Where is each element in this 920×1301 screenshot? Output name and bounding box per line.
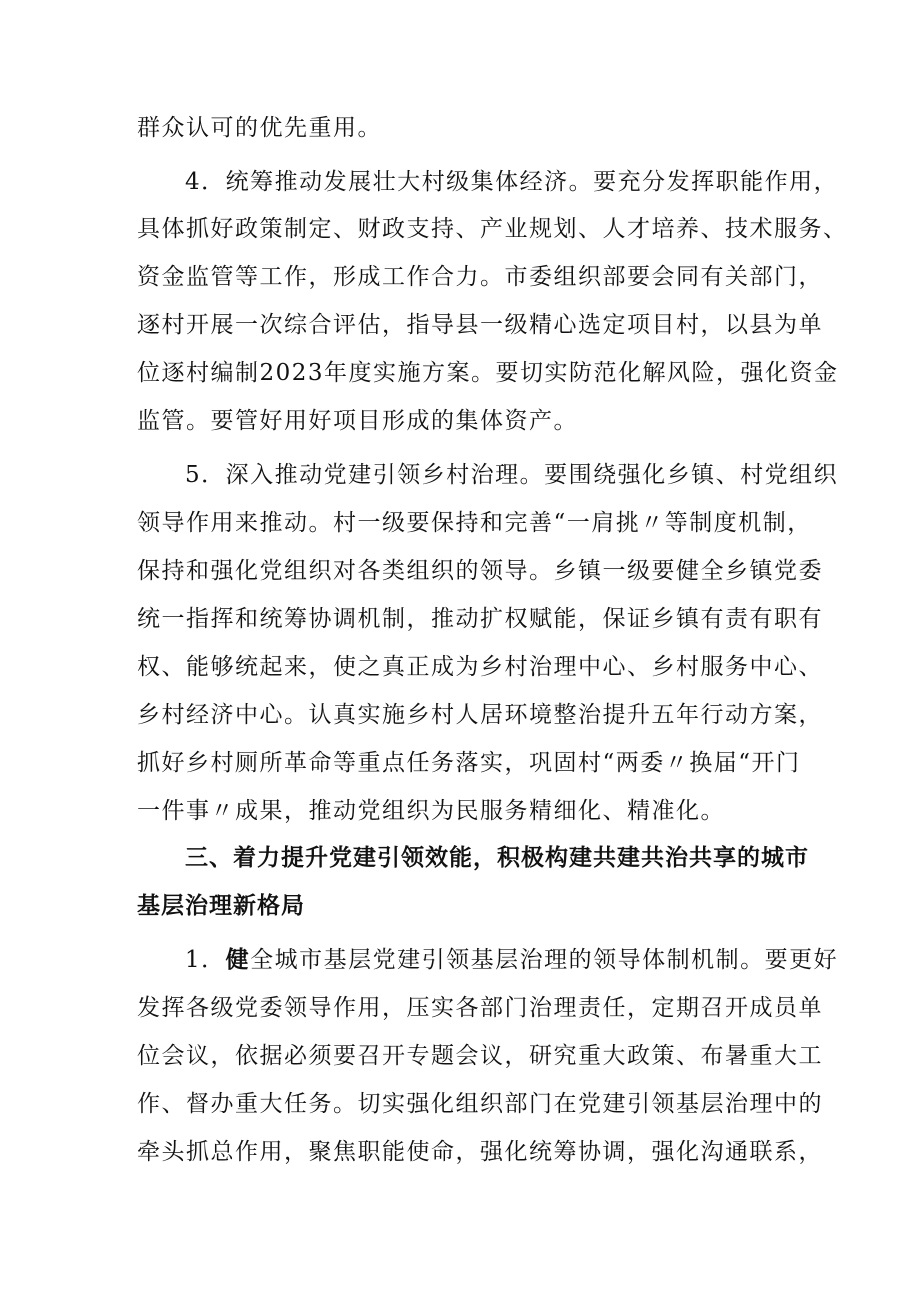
paragraph-line: 作、督办重大任务。切实强化组织部门在党建引领基层治理中的 — [137, 1091, 823, 1117]
paragraph-line: 位会议，依据必须要召开专题会议，研究重大政策、布暑重大工 — [137, 1043, 823, 1069]
paragraph-line: 监管。要管好用好项目形成的集体资产。 — [137, 408, 578, 434]
paragraph-line: 发挥各级党委领导作用，压实各部门治理责任，定期召开成员单 — [137, 995, 823, 1021]
paragraph-line: 一件事〃成果，推动党组织为民服务精细化、精准化。 — [137, 798, 725, 824]
paragraph-line: 资金监管等工作，形成工作合力。市委组织部要会同有关部门， — [137, 264, 823, 290]
paragraph-line: 牵头抓总作用，聚焦职能使命，强化统筹协调，强化沟通联系， — [137, 1139, 823, 1165]
paragraph-line: 抓好乡村厕所革命等重点任务落实，巩固村“两委〃换届“开门 — [137, 750, 801, 776]
paragraph-line: 权、能够统起来，使之真正成为乡村治理中心、乡村服务中心、 — [137, 654, 823, 680]
item-number: 1． — [185, 947, 226, 973]
paragraph-line — [185, 945, 838, 975]
item-text: 全城市基层党建引领基层治理的领导体制机制。要更好 — [250, 947, 839, 973]
paragraph-line: 领导作用来推动。村一级要保持和完善“一肩挑〃等制度机制， — [137, 510, 812, 536]
section-heading: 基层治理新格局 — [137, 892, 305, 919]
paragraph-line: 统一指挥和统筹协调机制，推动扩权赋能，保证乡镇有责有职有 — [137, 606, 823, 632]
paragraph-line: 4．统筹推动发展壮大村级集体经济。要充分发挥职能作用， — [185, 169, 839, 195]
bold-lead-char: 健 — [225, 946, 251, 973]
section-heading: 三、着力提升党建引领效能，积极构建共建共治共享的城市 — [185, 844, 809, 871]
paragraph-line: 位逐村编制2023年度实施方案。要切实防范化解风险，强化资金 — [137, 360, 839, 386]
paragraph-line: 保持和强化党组织对各类组织的领导。乡镇一级要健全乡镇党委 — [137, 558, 823, 584]
paragraph-line: 乡村经济中心。认真实施乡村人居环境整治提升五年行动方案， — [137, 702, 823, 728]
paragraph-line: 5．深入推动党建引领乡村治理。要围绕强化乡镇、村党组织 — [185, 462, 839, 488]
paragraph-line: 具体抓好政策制定、财政支持、产业规划、人才培养、技术服务、 — [137, 216, 848, 242]
paragraph-line: 群众认可的优先重用。 — [137, 115, 382, 141]
paragraph-line: 逐村开展一次综合评估，指导县一级精心选定项目村，以县为单 — [137, 312, 823, 338]
